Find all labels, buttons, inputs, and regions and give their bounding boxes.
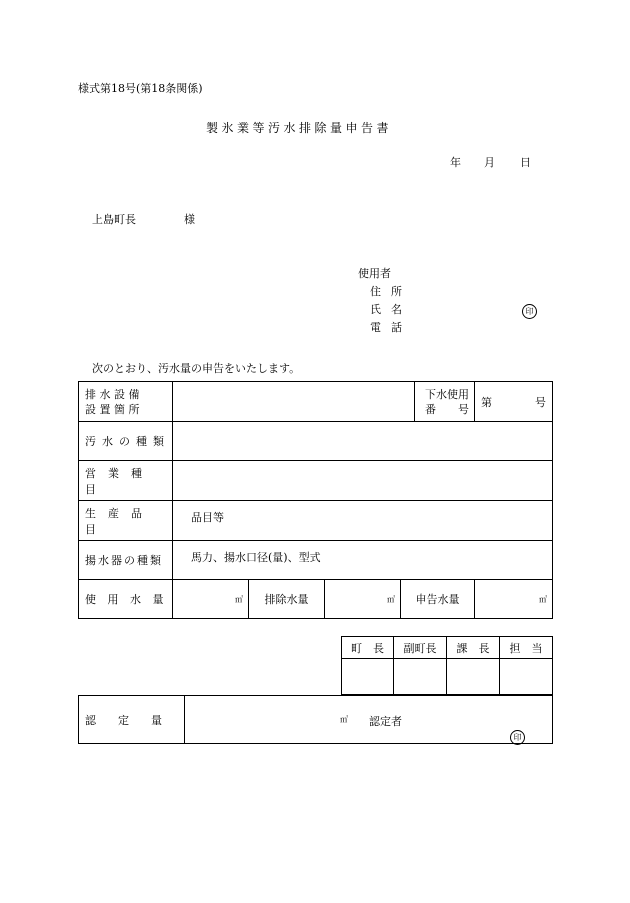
wastewater-type-row (79, 422, 553, 461)
business-type-field[interactable] (173, 461, 553, 501)
pump-type-row (79, 541, 553, 580)
document-title: 製氷業等汚水排除量申告書 (206, 121, 393, 135)
name-label: 氏名 (370, 303, 412, 316)
certifier-label: 認定者 (369, 715, 402, 728)
certification-table (78, 695, 553, 744)
approval-deputy-mayor-label: 副町長 (394, 637, 447, 659)
excluded-volume-field[interactable]: ㎥ (325, 580, 401, 619)
pump-type-hint: 馬力、揚水口径(量)、型式 (191, 551, 321, 564)
intro-text: 次のとおり、汚水量の申告をいたします。 (92, 362, 301, 375)
drainage-facility-row (79, 382, 553, 422)
wastewater-type-label: 汚水の種類 (79, 422, 173, 461)
certification-row (79, 696, 553, 744)
excluded-volume-label: 排除水量 (249, 580, 325, 619)
approval-mayor-stamp-box[interactable] (342, 659, 394, 695)
declared-volume-label: 申告水量 (401, 580, 475, 619)
water-usage-label: 使 用 水 量 (79, 580, 173, 619)
seal-mark-applicant: 印 (522, 304, 537, 319)
sewer-use-number-field[interactable] (475, 382, 553, 422)
product-field[interactable] (173, 501, 553, 541)
date-year: 年 (450, 156, 461, 169)
number-prefix: 第 (481, 395, 492, 409)
water-usage-field[interactable]: ㎥ (173, 580, 249, 619)
applicant-block (358, 265, 412, 337)
approval-header-row (342, 637, 553, 659)
drainage-facility-label: 排 水 設 備 設 置 箇 所 (79, 382, 173, 422)
approval-deputy-mayor-stamp-box[interactable] (394, 659, 447, 695)
pump-type-label: 揚水器の種類 (79, 541, 173, 580)
approval-mayor-label: 町 長 (342, 637, 394, 659)
certified-unit: ㎥ (340, 715, 348, 724)
sewer-use-number-label: 下水使用 番 号 (415, 382, 475, 422)
addressee-honorific: 様 (184, 213, 195, 226)
approval-stamp-row (342, 659, 553, 695)
product-label: 生産品目 (79, 501, 173, 541)
seal-mark-certifier: 印 (510, 730, 525, 745)
business-type-row (79, 461, 553, 501)
certified-amount-label: 認 定 量 (79, 696, 185, 744)
product-hint: 品目等 (191, 511, 224, 524)
pump-type-field[interactable] (173, 541, 553, 580)
approval-section-chief-stamp-box[interactable] (447, 659, 500, 695)
addressee-name: 上島町長 (92, 213, 136, 226)
date-day: 日 (520, 156, 531, 169)
declared-volume-field[interactable]: ㎥ (475, 580, 553, 619)
product-row (79, 501, 553, 541)
approval-staff-label: 担 当 (500, 637, 553, 659)
business-type-label: 営業種目 (79, 461, 173, 501)
number-suffix: 号 (535, 395, 546, 409)
address-label: 住所 (370, 285, 412, 298)
drainage-facility-field[interactable] (173, 382, 415, 422)
form-number: 様式第18号(第18条関係) (78, 82, 203, 95)
approval-staff-stamp-box[interactable] (500, 659, 553, 695)
addressee (92, 211, 195, 227)
date-month: 月 (484, 156, 495, 169)
approval-stamp-table (341, 636, 553, 695)
phone-label: 電話 (370, 321, 412, 334)
applicant-heading: 使用者 (358, 267, 391, 280)
date-line (450, 154, 531, 170)
declaration-table (78, 381, 553, 619)
approval-section-chief-label: 課 長 (447, 637, 500, 659)
certified-amount-field[interactable] (185, 696, 553, 744)
wastewater-type-field[interactable] (173, 422, 553, 461)
water-volume-row (79, 580, 553, 619)
